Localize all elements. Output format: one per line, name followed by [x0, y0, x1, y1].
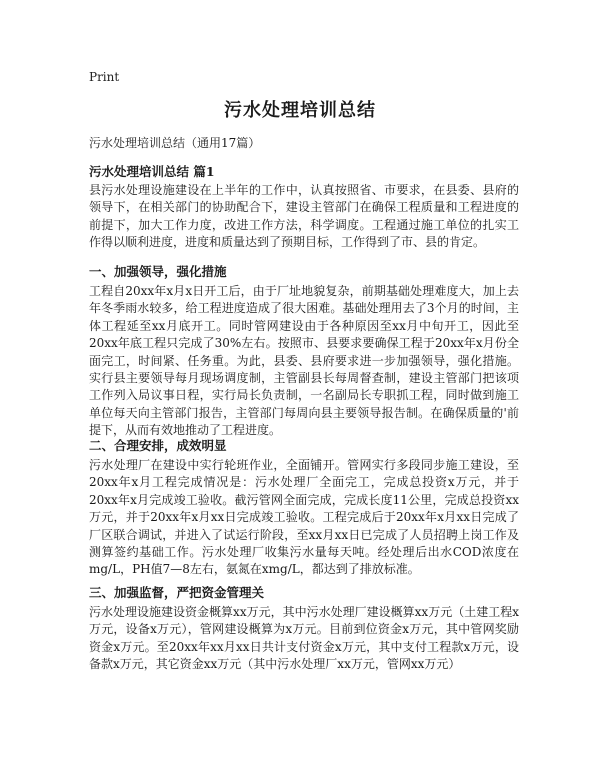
section-paragraph-2: 污水处理厂在建设中实行轮班作业，全面铺开。管网实行多段同步施工建设，至20xx年x月工程完成情况是：污水处理厂全面完工，完成总投资x万元，并于20xx年x月完成竣工验收。截污管网全面完成，完成长度11公里，完成总投资xx万元，并于20xx年x月xx日完成竣工验收。工程完成后于20xx年x月xx日完成了厂区联合调试，并进入了试运行阶段，至xx月xx日已完成了人员招聘上岗工作及测算签约基础工作。污水处理厂收集污水量每天吨。经处理后出水COD浓度在mg/L，PH值7—8左右，氨氮在xmg/L，都达到了排放标准。 — [89, 458, 519, 577]
section-heading-2: 二、合理安排，成效明显 — [89, 438, 227, 453]
section-heading-3: 三、加强监督，严把资金管理关 — [89, 585, 265, 600]
document-subtitle: 污水处理培训总结（通用17篇） — [89, 136, 261, 150]
intro-paragraph: 县污水处理设施建设在上半年的工作中，认真按照省、市要求，在县委、县府的领导下，在相关部门的协助配合下，建设主管部门在确保工程质量和工程进度的前提下，加大工作力度，改进工作方法，科学调度。工程通过施工单位的扎实工作得以顺利进度，进度和质量达到了预期目标，工作得到了市、县的肯定。 — [89, 183, 519, 250]
print-label[interactable]: Print — [89, 70, 120, 84]
article-heading: 污水处理培训总结 篇1 — [89, 164, 215, 179]
section-heading-1: 一、加强领导，强化措施 — [89, 264, 227, 279]
section-paragraph-3: 污水处理设施建设资金概算xx万元，其中污水处理厂建设概算xx万元（土建工程x万元，设备x万元），管网建设概算为x万元。目前到位资金x万元，其中管网奖励资金x万元。至20xx年xx月xx日共计支付资金x万元，其中支付工程款x万元，设备款x万元，其它资金xx万元（其中污水处理厂xx万元，管网xx万元） — [89, 605, 519, 672]
section-paragraph-1: 工程自20xx年x月x日开工后，由于厂址地貌复杂，前期基础处理难度大，加上去年冬季雨水较多，给工程进度造成了很大困难。基础处理用去了3个月的时间，主体工程延至xx月底开工。同时管网建设由于各种原因至xx月中旬开工，因此至20xx年底工程只完成了30%左右。按照市、县要求要确保工程于20xx年x月份全面完工，时间紧、任务重。为此，县委、县府要求进一步加强领导，强化措施。实行县主要领导每月现场调度制，主管副县长每周督查制，建设主管部门把该项工作列入局议事日程，实行局长负责制，一名副局长专职抓工程，同时做到施工单位每天向主管部门报告，主管部门每周向县主要领导报告制。在确保质量的'前提下，从而有效地推动了工程进度。 — [89, 284, 519, 438]
page-title: 污水处理培训总结 — [224, 100, 376, 121]
